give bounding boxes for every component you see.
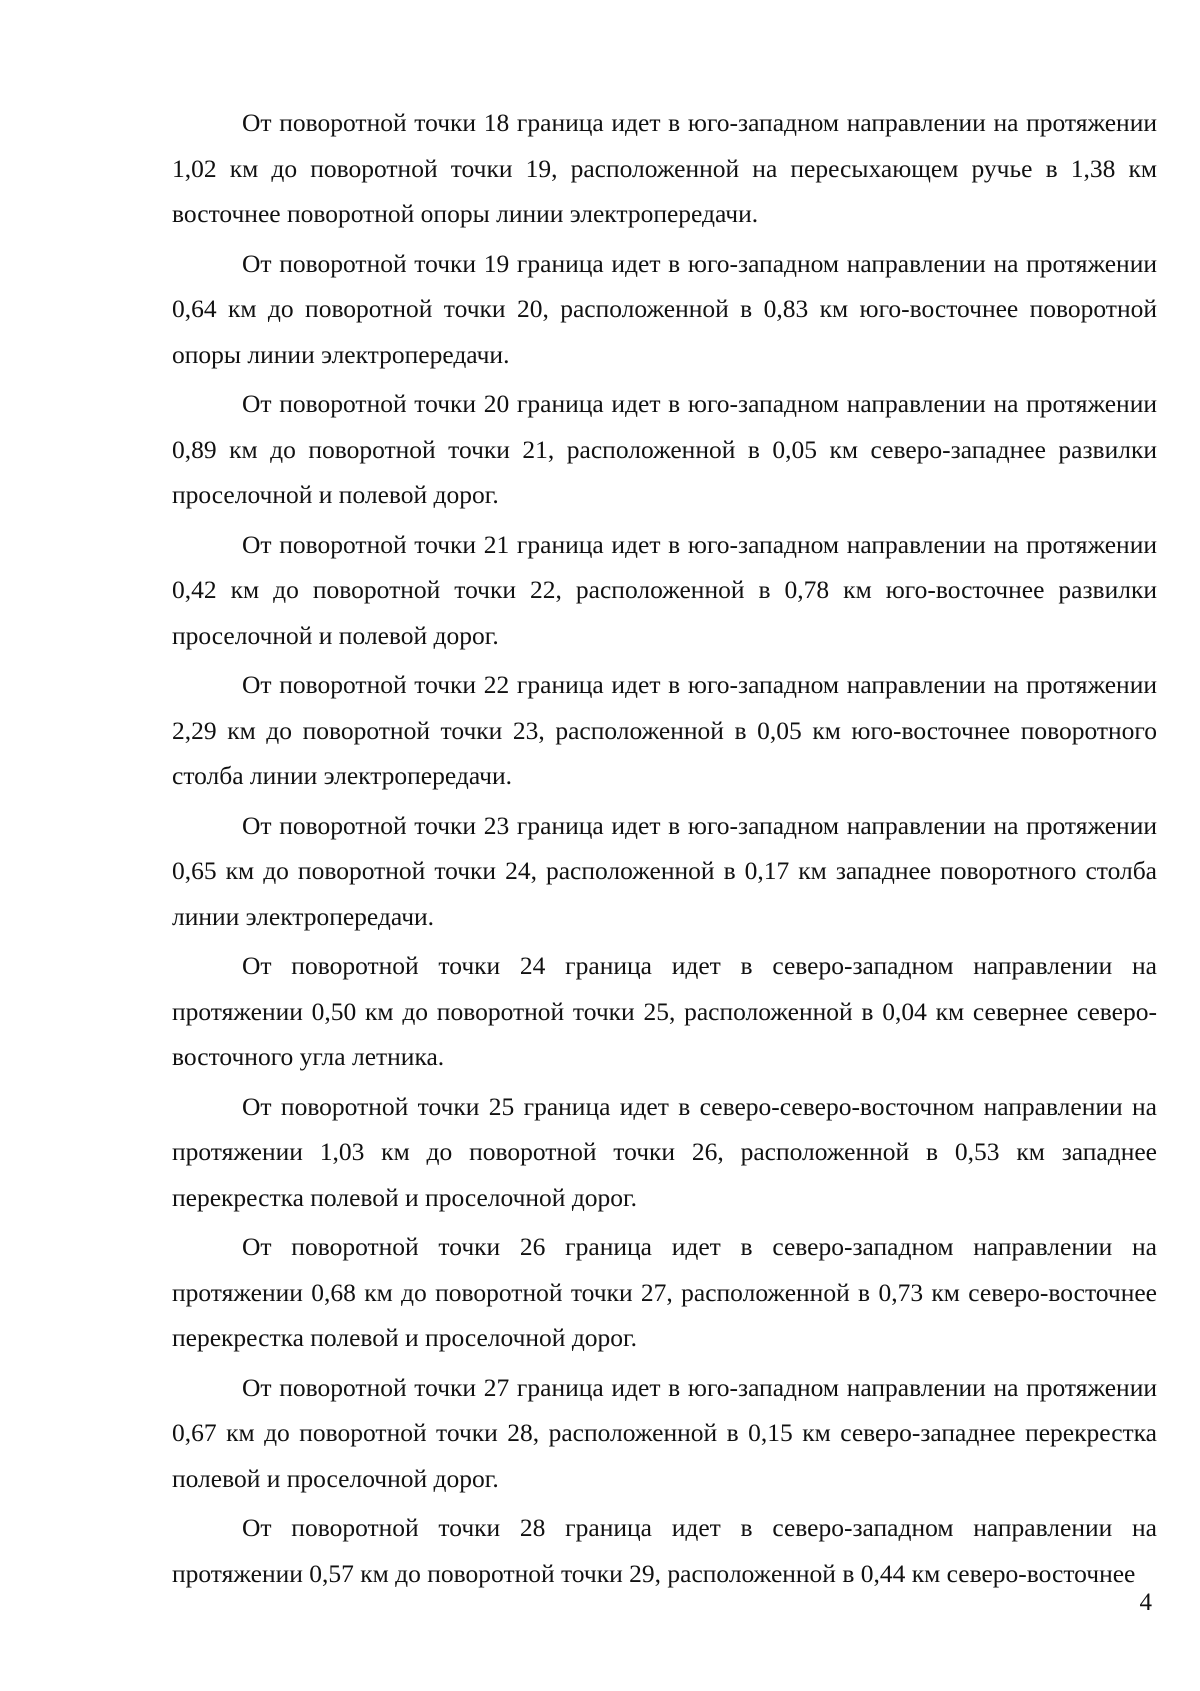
paragraph-point-23: От поворотной точки 23 граница идет в юго-западном направлении на протяжении 0,65 км до поворотной точки 24, расположенной в 0,17 км западнее поворотного столба линии электропередачи. bbox=[172, 810, 1157, 931]
paragraph-point-25: От поворотной точки 25 граница идет в северо-северо-восточном направлении на протяжении 1,03 км до поворотной точки 26, расположенной в 0,53 км западнее перекрестка полевой и проселочной дорог. bbox=[172, 1091, 1157, 1212]
paragraph-point-19: От поворотной точки 19 граница идет в юго-западном направлении на протяжении 0,64 км до поворотной точки 20, расположенной в 0,83 км юго-восточнее поворотной опоры линии электропередачи. bbox=[172, 248, 1157, 369]
paragraph-point-26: От поворотной точки 26 граница идет в северо-западном направлении на протяжении 0,68 км до поворотной точки 27, расположенной в 0,73 км северо-восточнее перекрестка полевой и проселочной дорог. bbox=[172, 1232, 1157, 1352]
paragraph-point-28: От поворотной точки 28 граница идет в северо-западном направлении на протяжении 0,57 км до поворотной точки 29, расположенной в 0,44 км северо-восточнее bbox=[172, 1513, 1157, 1588]
paragraph-point-24: От поворотной точки 24 граница идет в северо-западном направлении на протяжении 0,50 км до поворотной точки 25, расположенной в 0,04 км севернее северо-восточного угла летника. bbox=[172, 951, 1157, 1071]
paragraph-point-20: От поворотной точки 20 граница идет в юго-западном направлении на протяжении 0,89 км до поворотной точки 21, расположенной в 0,05 км северо-западнее развилки проселочной и полевой дорог. bbox=[172, 389, 1157, 509]
paragraph-point-21: От поворотной точки 21 граница идет в юго-западном направлении на протяжении 0,42 км до поворотной точки 22, расположенной в 0,78 км юго-восточнее развилки проселочной и полевой дорог. bbox=[172, 529, 1157, 650]
paragraph-point-18: От поворотной точки 18 граница идет в юго-западном направлении на протяжении 1,02 км до поворотной точки 19, расположенной на пересыхающем ручье в 1,38 км восточнее поворотной опоры линии электропередачи. bbox=[172, 108, 1157, 228]
document-body bbox=[172, 100, 1157, 1600]
paragraph-point-27: От поворотной точки 27 граница идет в юго-западном направлении на протяжении 0,67 км до поворотной точки 28, расположенной в 0,15 км северо-западнее перекрестка полевой и проселочной дорог. bbox=[172, 1372, 1157, 1493]
page-number: 4 bbox=[1139, 1589, 1152, 1616]
paragraph-point-22: От поворотной точки 22 граница идет в юго-западном направлении на протяжении 2,29 км до поворотной точки 23, расположенной в 0,05 км юго-восточнее поворотного столба линии электропередачи. bbox=[172, 670, 1157, 790]
